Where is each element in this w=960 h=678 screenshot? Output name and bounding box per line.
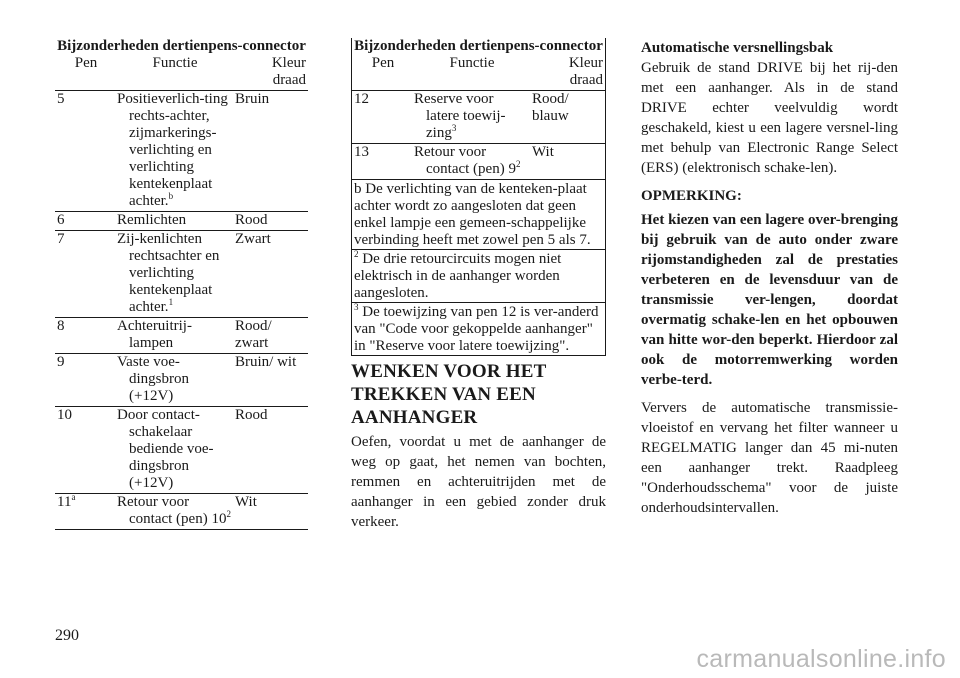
cell-kleur: Rood/ zwart	[233, 318, 308, 354]
paragraph: Gebruik de stand DRIVE bij het rij-den met een aanhanger. Als in de stand DRIVE echter veelvuldig wordt geschakeld, kiest u een lagere versnel-ling met behulp van Electronic Range Select (ERS) (elektronisch schake-len).	[641, 60, 898, 176]
table-row	[352, 91, 605, 144]
cell-pen: 6	[55, 212, 117, 231]
cell-pen: 7	[55, 231, 117, 318]
table-title: Bijzonderheden dertienpens-connector	[354, 38, 603, 54]
connector-table-part2	[351, 38, 606, 532]
cell-kleur: Bruin	[233, 91, 308, 212]
table-footnotes	[352, 180, 605, 356]
cell-pen: 8	[55, 318, 117, 354]
col-header-kleur: Kleur draad	[530, 55, 605, 91]
connector-table-part1	[55, 38, 308, 530]
footnote: b De verlichting van de kenteken-plaat achter wordt zo aangesloten dat geen enkel lampje een gemeen-schappelijke verbinding heeft met zowel pen 5 als 7.	[352, 180, 605, 250]
cell-pen: 10	[55, 407, 117, 494]
footnote: $^2$ De drie retourcircuits mogen niet elektrisch in de aanhanger worden aangesloten.	[352, 250, 605, 303]
watermark: carmanualsonline.info	[696, 645, 946, 673]
cell-kleur: Rood/ blauw	[530, 91, 605, 144]
cell-functie: Zij-kenlichten rechtsachter en verlichting kentekenplaat achter.$^1$	[117, 231, 233, 318]
cell-functie: Door contact-schakelaar bediende voe-dingsbron (+12V)	[117, 407, 233, 494]
cell-pen: 11$^a$	[55, 494, 117, 530]
table-row	[55, 212, 308, 231]
col-header-pen: Pen	[55, 55, 117, 91]
section-heading: WENKEN VOOR HET TREKKEN VAN EEN AANHANGER	[351, 361, 547, 428]
col-header-pen: Pen	[352, 55, 414, 91]
cell-pen: 13	[352, 144, 414, 180]
cell-kleur: Wit	[233, 494, 308, 530]
section-intro: Oefen, voordat u met de aanhanger de weg op gaat, het nemen van bochten, remmen en achteruitrijden met de aanhanger in een gebied zonder druk verkeer.	[351, 434, 606, 530]
cell-pen: 12	[352, 91, 414, 144]
cell-kleur: Zwart	[233, 231, 308, 318]
cell-functie: Achteruitrij-lampen	[117, 318, 233, 354]
note-label: OPMERKING:	[641, 188, 742, 204]
col-header-functie: Functie	[414, 55, 530, 91]
cell-functie: Retour voor contact (pen) $9^2$	[414, 144, 530, 180]
table-row	[352, 144, 605, 180]
cell-functie: Vaste voe-dingsbron (+12V)	[117, 354, 233, 407]
footnote: $^3$ De toewijzing van pen 12 is ver-anderd van "Code voor gekoppelde aanhanger" in "Reserve voor latere toewijzing".	[352, 303, 605, 356]
table-title: Bijzonderheden dertienpens-connector	[57, 38, 306, 54]
table-row	[55, 354, 308, 407]
table-row	[55, 407, 308, 494]
connector-table-2	[352, 38, 605, 180]
cell-functie: Retour voor contact (pen) $10^2$	[117, 494, 233, 530]
col-header-functie: Functie	[117, 55, 233, 91]
table-row	[55, 91, 308, 212]
table-row	[55, 318, 308, 354]
transmission-section	[641, 38, 898, 526]
subheading: Automatische versnellingsbak	[641, 40, 834, 56]
cell-kleur: Rood	[233, 407, 308, 494]
table-row	[55, 231, 308, 318]
note-text: Het kiezen van een lagere over-brenging bij gebruik van de auto onder zware rijomstandigheden zal de prestaties verbeteren en de levensduur van de transmissie ver-lengen, doordat overmatig schake-len en het opbouwen van hitte wor-den beperkt. Hierdoor zal ook de motorremwerking worden verbe-terd.	[641, 212, 898, 388]
cell-kleur: Rood	[233, 212, 308, 231]
cell-functie: Reserve voor latere toewij-zing$^3$	[414, 91, 530, 144]
cell-pen: 9	[55, 354, 117, 407]
table-row	[55, 494, 308, 530]
connector-table-1	[55, 38, 308, 530]
cell-kleur: Bruin/ wit	[233, 354, 308, 407]
cell-functie: Remlichten	[117, 212, 233, 231]
cell-pen: 5	[55, 91, 117, 212]
col-header-kleur: Kleur draad	[233, 55, 308, 91]
cell-kleur: Wit	[530, 144, 605, 180]
paragraph: Ververs de automatische transmissie-vloeistof en vervang het filter wanneer u REGELMATIG langer dan 45 mi-nuten een aanhanger trekt. Raadpleeg "Onderhoudsschema" voor de juiste onderhoudsintervallen.	[641, 400, 898, 516]
page-number: 290	[55, 627, 79, 644]
cell-functie: Positieverlich-ting rechts-achter, zijmarkerings-verlichting en verlichting kentekenplaat achter.$^b$	[117, 91, 233, 212]
